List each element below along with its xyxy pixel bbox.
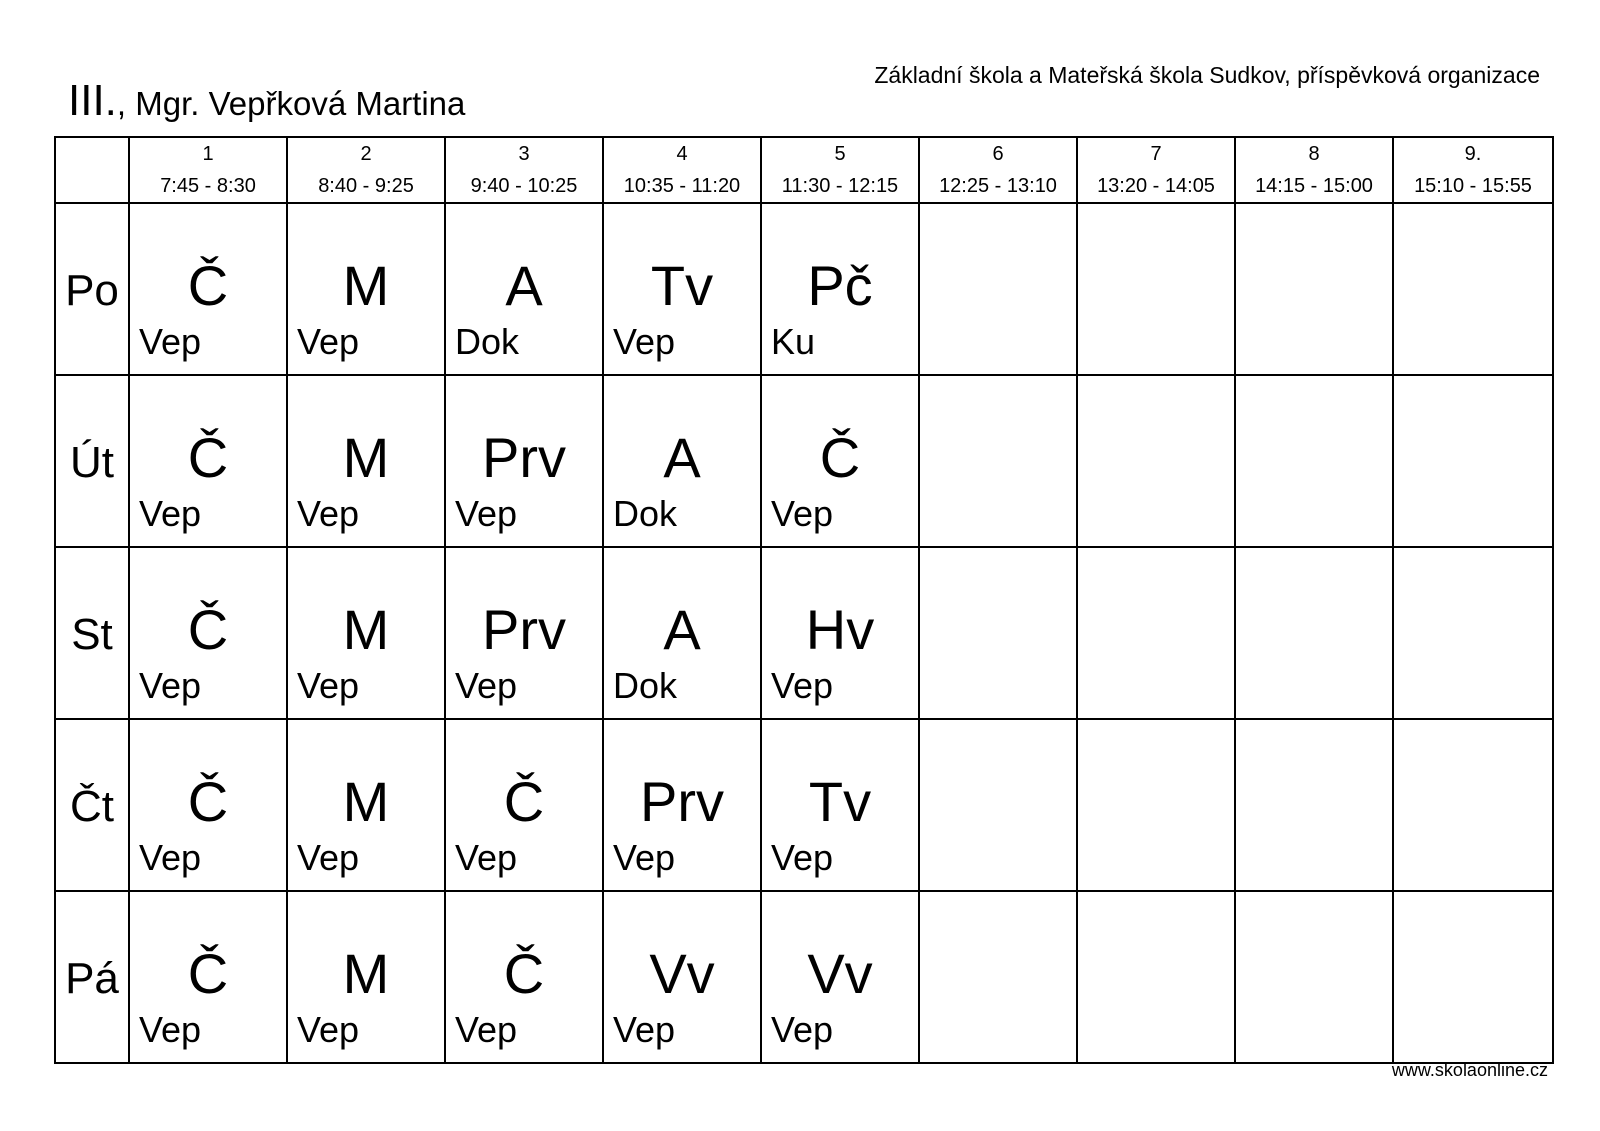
period-number: 2 xyxy=(360,143,372,165)
lesson-cell xyxy=(129,203,287,375)
lesson-teacher: Vep xyxy=(139,665,202,706)
lesson-cell xyxy=(129,891,287,1063)
period-header xyxy=(1235,137,1393,203)
lesson-teacher: Vep xyxy=(297,837,360,878)
lesson-subject: Č xyxy=(187,254,229,317)
period-time: 8:40 - 9:25 xyxy=(318,175,414,197)
period-time: 13:20 - 14:05 xyxy=(1097,175,1215,197)
period-time: 12:25 - 13:10 xyxy=(939,175,1057,197)
period-time: 9:40 - 10:25 xyxy=(470,175,578,197)
lesson-teacher: Vep xyxy=(613,837,676,878)
empty-cell xyxy=(919,719,1077,891)
empty-cell xyxy=(1235,719,1393,891)
day-row-friday xyxy=(55,891,1553,1063)
lesson-cell xyxy=(129,375,287,547)
day-row-tuesday xyxy=(55,375,1553,547)
lesson-cell xyxy=(129,719,287,891)
lesson-teacher: Vep xyxy=(455,1009,518,1050)
lesson-cell xyxy=(287,891,445,1063)
period-number: 1 xyxy=(202,143,214,165)
timetable xyxy=(54,136,1554,1064)
day-cell xyxy=(55,891,129,1063)
lesson-teacher: Vep xyxy=(771,665,834,706)
lesson-cell xyxy=(129,547,287,719)
lesson-subject: M xyxy=(342,254,390,317)
lesson-teacher: Vep xyxy=(297,1009,360,1050)
lesson-cell xyxy=(445,719,603,891)
period-header xyxy=(761,137,919,203)
class-name: III. xyxy=(68,76,117,125)
lesson-cell xyxy=(287,203,445,375)
lesson-teacher: Dok xyxy=(455,321,520,362)
period-header xyxy=(129,137,287,203)
lesson-subject: A xyxy=(663,598,701,661)
lesson-subject: Č xyxy=(187,598,229,661)
empty-cell xyxy=(1077,203,1235,375)
lesson-cell xyxy=(603,375,761,547)
lesson-teacher: Vep xyxy=(297,665,360,706)
day-label: Po xyxy=(65,266,119,315)
period-header xyxy=(287,137,445,203)
period-time: 7:45 - 8:30 xyxy=(160,175,256,197)
lesson-cell xyxy=(761,719,919,891)
empty-cell xyxy=(919,891,1077,1063)
lesson-cell xyxy=(603,719,761,891)
day-label: Pá xyxy=(65,954,119,1003)
day-row-wednesday xyxy=(55,547,1553,719)
period-header xyxy=(445,137,603,203)
period-number: 9. xyxy=(1464,143,1482,165)
day-label: Čt xyxy=(70,782,114,831)
lesson-cell xyxy=(445,547,603,719)
lesson-subject: M xyxy=(342,770,390,833)
day-label: Út xyxy=(70,438,114,487)
lesson-teacher: Vep xyxy=(455,665,518,706)
lesson-subject: M xyxy=(342,426,390,489)
empty-cell xyxy=(919,203,1077,375)
lesson-teacher: Vep xyxy=(455,493,518,534)
period-number: 5 xyxy=(834,143,846,165)
lesson-teacher: Vep xyxy=(613,321,676,362)
lesson-cell xyxy=(761,547,919,719)
empty-cell xyxy=(1077,375,1235,547)
lesson-cell xyxy=(445,891,603,1063)
empty-cell xyxy=(1393,719,1553,891)
lesson-subject: Vv xyxy=(649,942,715,1005)
day-cell xyxy=(55,203,129,375)
lesson-teacher: Vep xyxy=(771,1009,834,1050)
day-cell xyxy=(55,375,129,547)
day-cell xyxy=(55,547,129,719)
lesson-subject: Pč xyxy=(807,254,873,317)
empty-cell xyxy=(1235,891,1393,1063)
lesson-subject: Prv xyxy=(482,598,566,661)
lesson-subject: Č xyxy=(503,942,545,1005)
period-header xyxy=(919,137,1077,203)
empty-cell xyxy=(1235,203,1393,375)
period-header xyxy=(603,137,761,203)
lesson-teacher: Vep xyxy=(297,493,360,534)
lesson-cell xyxy=(287,719,445,891)
lesson-subject: Tv xyxy=(808,770,872,833)
page-title xyxy=(68,76,465,129)
period-time: 10:35 - 11:20 xyxy=(623,175,741,197)
lesson-teacher: Vep xyxy=(139,493,202,534)
lesson-teacher: Vep xyxy=(139,837,202,878)
day-row-monday xyxy=(55,203,1553,375)
period-time: 15:10 - 15:55 xyxy=(1414,175,1532,197)
lesson-teacher: Vep xyxy=(613,1009,676,1050)
period-header xyxy=(1393,137,1553,203)
lesson-cell xyxy=(287,375,445,547)
lesson-teacher: Ku xyxy=(771,321,816,362)
period-time: 11:30 - 12:15 xyxy=(781,175,899,197)
period-number: 3 xyxy=(518,143,530,165)
period-number: 6 xyxy=(992,143,1004,165)
lesson-teacher: Vep xyxy=(455,837,518,878)
lesson-teacher: Vep xyxy=(139,1009,202,1050)
school-name: Základní škola a Mateřská škola Sudkov, příspěvková organizace xyxy=(874,62,1540,88)
empty-cell xyxy=(1235,547,1393,719)
period-header xyxy=(1077,137,1235,203)
lesson-cell xyxy=(761,891,919,1063)
lesson-teacher: Vep xyxy=(771,837,834,878)
lesson-subject: Vv xyxy=(807,942,873,1005)
empty-cell xyxy=(1393,891,1553,1063)
lesson-subject: Č xyxy=(187,942,229,1005)
corner-cell xyxy=(55,137,129,203)
empty-cell xyxy=(919,375,1077,547)
lesson-subject: Č xyxy=(503,770,545,833)
lesson-subject: Prv xyxy=(482,426,566,489)
lesson-cell xyxy=(445,203,603,375)
lesson-subject: M xyxy=(342,598,390,661)
period-time: 14:15 - 15:00 xyxy=(1255,175,1373,197)
lesson-teacher: Dok xyxy=(613,493,678,534)
lesson-subject: M xyxy=(342,942,390,1005)
class-teacher-name: , Mgr. Vepřková Martina xyxy=(116,85,466,122)
lesson-teacher: Dok xyxy=(613,665,678,706)
day-row-thursday xyxy=(55,719,1553,891)
lesson-subject: Č xyxy=(819,426,861,489)
period-number: 7 xyxy=(1150,143,1162,165)
empty-cell xyxy=(1393,203,1553,375)
periods-header-row xyxy=(55,137,1553,203)
period-number: 4 xyxy=(676,143,688,165)
period-number: 8 xyxy=(1308,143,1320,165)
lesson-cell xyxy=(603,891,761,1063)
empty-cell xyxy=(1393,547,1553,719)
lesson-subject: A xyxy=(505,254,543,317)
lesson-cell xyxy=(603,203,761,375)
lesson-subject: Tv xyxy=(650,254,714,317)
empty-cell xyxy=(1077,891,1235,1063)
empty-cell xyxy=(1077,547,1235,719)
empty-cell xyxy=(1235,375,1393,547)
day-cell xyxy=(55,719,129,891)
lesson-teacher: Vep xyxy=(297,321,360,362)
lesson-teacher: Vep xyxy=(139,321,202,362)
day-label: St xyxy=(71,610,113,659)
lesson-subject: Č xyxy=(187,770,229,833)
lesson-subject: Č xyxy=(187,426,229,489)
footer-website: www.skolaonline.cz xyxy=(1391,1060,1548,1080)
lesson-subject: Hv xyxy=(805,598,875,661)
lesson-subject: Prv xyxy=(640,770,724,833)
lesson-cell xyxy=(761,203,919,375)
empty-cell xyxy=(1077,719,1235,891)
lesson-cell xyxy=(761,375,919,547)
lesson-cell xyxy=(603,547,761,719)
empty-cell xyxy=(1393,375,1553,547)
lesson-cell xyxy=(445,375,603,547)
lesson-teacher: Vep xyxy=(771,493,834,534)
lesson-subject: A xyxy=(663,426,701,489)
lesson-cell xyxy=(287,547,445,719)
empty-cell xyxy=(919,547,1077,719)
